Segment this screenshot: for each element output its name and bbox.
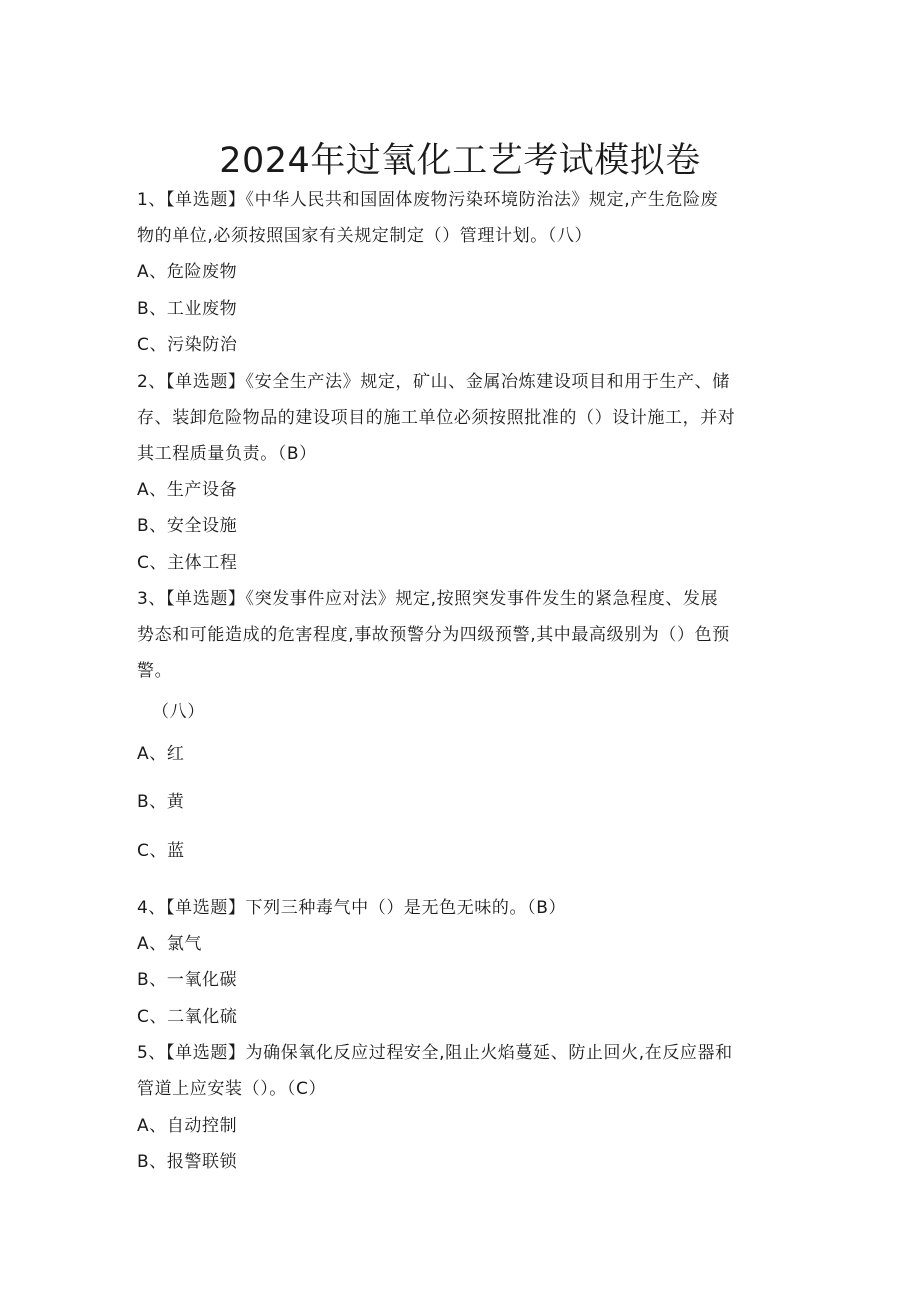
question-3-option-b: B、黄	[137, 792, 185, 812]
question-1-option-b: B、工业废物	[137, 299, 238, 319]
question-2-option-a: A、生产设备	[137, 480, 238, 500]
question-2-text-line-3: 其工程质量负责。（B）	[137, 444, 317, 464]
question-2-text-line-1: 2、【单选题】《安全生产法》规定，矿山、金属冶炼建设项目和用于生产、储	[137, 372, 730, 392]
question-3-text-line-3: 警。	[137, 661, 173, 681]
question-1-option-c: C、污染防治	[137, 335, 238, 355]
question-5-text-line-2: 管道上应安装（）。（C）	[137, 1079, 327, 1099]
question-5-option-a: A、自动控制	[137, 1116, 238, 1136]
question-4-option-a: A、氯气	[137, 934, 203, 954]
question-3-option-a: A、红	[137, 744, 185, 764]
question-2-text-line-2: 存、装卸危险物品的建设项目的施工单位必须按照批准的（）设计施工，并对	[137, 408, 736, 428]
question-4-option-c: C、二氧化硫	[137, 1007, 238, 1027]
question-5-option-b: B、报警联锁	[137, 1152, 238, 1172]
question-5-text-line-1: 5、【单选题】为确保氧化反应过程安全,阻止火焰蔓延、防止回火,在反应器和	[137, 1043, 733, 1063]
question-3-text-line-2: 势态和可能造成的危害程度,事故预警分为四级预警,其中最高级别为（）色预	[137, 625, 730, 645]
question-4-text-line-1: 4、【单选题】下列三种毒气中（）是无色无味的。（B）	[137, 898, 567, 918]
document-title: 2024年过氧化工艺考试模拟卷	[219, 141, 701, 182]
question-1-text-line-2: 物的单位,必须按照国家有关规定制定（）管理计划。（八）	[137, 226, 593, 246]
question-4-option-b: B、一氧化碳	[137, 970, 238, 990]
question-2-option-c: C、主体工程	[137, 553, 238, 573]
question-1-text-line-1: 1、【单选题】《中华人民共和国固体废物污染环境防治法》规定,产生危险废	[137, 190, 719, 210]
question-3-option-c: C、蓝	[137, 841, 185, 861]
question-1-option-a: A、危险废物	[137, 262, 238, 282]
question-2-option-b: B、安全设施	[137, 516, 238, 536]
question-3-answer: （八）	[152, 702, 205, 722]
question-3-text-line-1: 3、【单选题】《突发事件应对法》规定,按照突发事件发生的紧急程度、发展	[137, 589, 719, 609]
